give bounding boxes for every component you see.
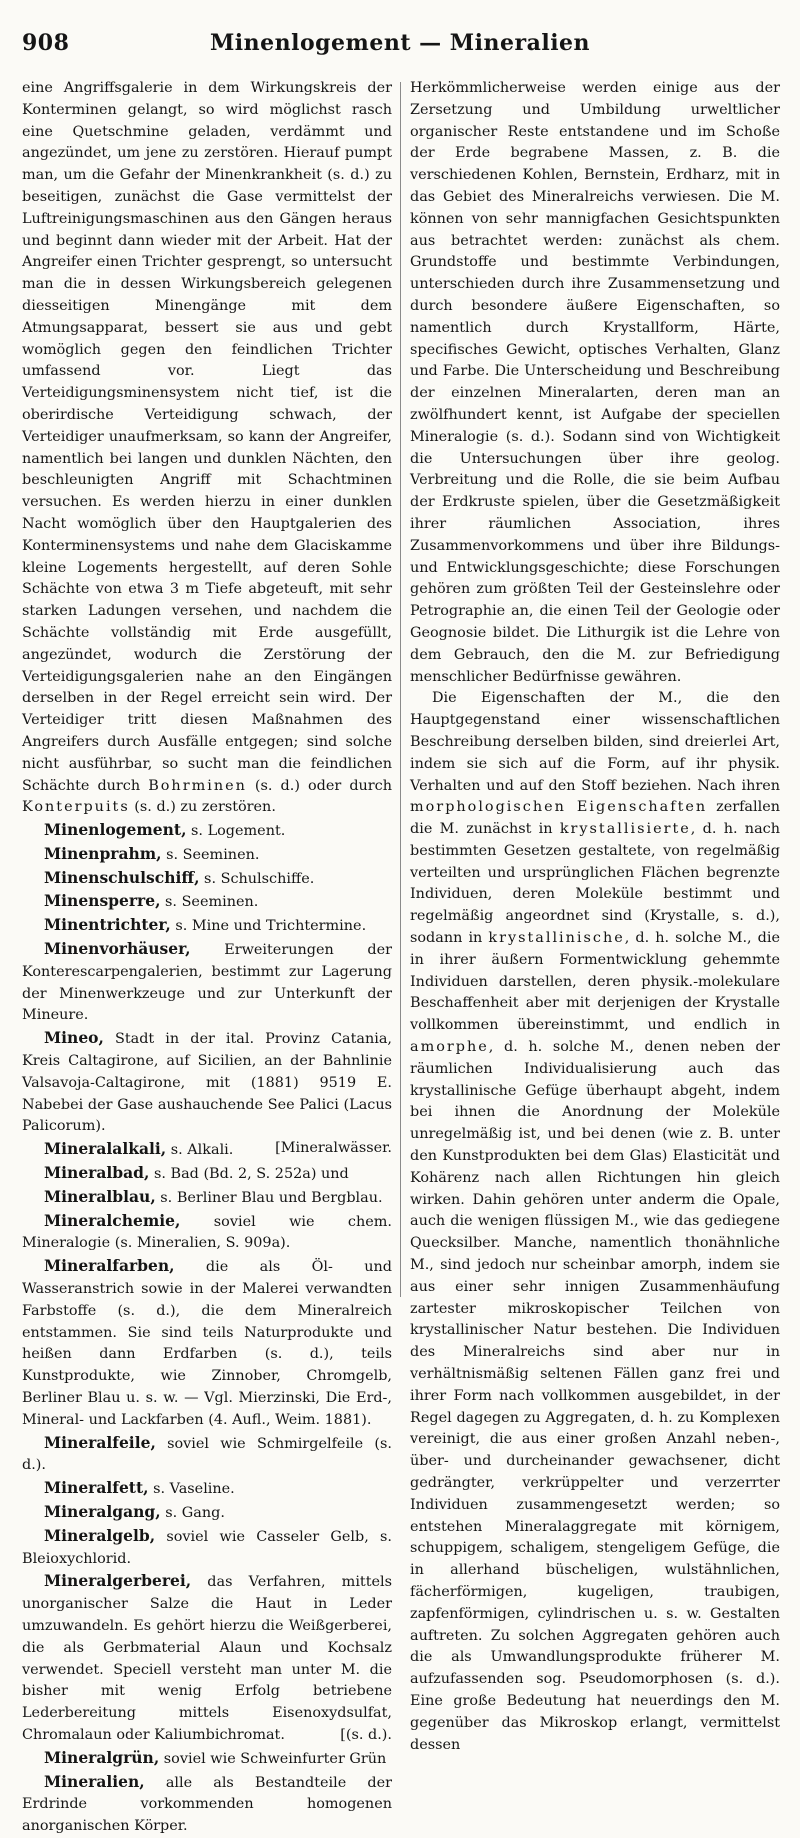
headword: Mineralchemie, (44, 1210, 181, 1230)
entry-minenlogement: Minenlogement, s. Logement. (44, 820, 286, 840)
entry-minentrichter: Minentrichter, s. Mine und Trichtermine. (44, 915, 367, 935)
headword: Minensperre, (44, 891, 161, 911)
right-column (410, 78, 781, 1753)
paragraph-minenkrieg: eine Angriffsgalerie in dem Wirkungskreis der Konterminen gelangt, so wird möglichst rasch eine Quetschmine geladen, verdämmt und angezündet, um jene zu zerstören. Hierauf pumpt man, um die Gefahr der Minenkrankheit (s. d.) zu beseitigen, zunächst die Gase vermittelst der Luftreinigungsmaschinen aus den Gängen heraus und beginnt dann wieder mit der Arbeit. Hat der Angreifer einen Trichter gesprengt, so untersucht man die in dessen Wirkungsbereich gelegenen diesseitigen Minengänge mit dem Atmungsapparat, bessert sie aus und gebt womöglich gegen den feindlichen Trichter umfassend vor. Liegt das Verteidigungsminensystem nicht tief, ist die oberirdische Verteidigung schwach, der Verteidiger unaufmerksam, so kann der Angreifer, namentlich bei langen und dunklen Nächten, den beschleunigten Angriff mit Schachtminen versuchen. Es werden hierzu in einer dunklen Nacht womöglich über den Hauptgalerien des Konterminensystems und nahe dem Glaciskamme kleine Logements hergestellt, auf deren Sohle Schächte von etwa 3 m Tiefe abgeteuft, mit sehr starken Ladungen versehen, und nachdem die Schächte vollständig mit Erde ausgefüllt, angezündet, wodurch die Zerstörung der Verteidigungsgalerien nahe an den Eingängen derselben in der Regel erreicht sein wird. Der Verteidiger tritt diesen Maßnahmen des Angreifers durch Ausfälle entgegen; sind solche nicht ausführbar, so sucht man die feindlichen Schächte durch Bohrminen (s. d.) oder durch Konterpuits (s. d.) zu zerstören. (22, 80, 393, 816)
headword: Mineralfeile, (44, 1432, 156, 1452)
headword: Mineralblau, (44, 1186, 156, 1206)
headword: Minenvorhäuser, (44, 939, 191, 959)
headword: Mineralien, (44, 1771, 145, 1791)
entry-mineralfarben: Mineralfarben, die als Öl- und Wasseranstrich sowie in der Malerei verwandten Farbstoffe (s. d.), die dem Mineralreich entstammen. Sie sind teils Naturprodukte und heißen dann Erdfarben (s. d.), teils Kunstprodukte, wie Zinnober, Chromgelb, Berliner Blau u. s. w. — Vgl. Mierzinski, Die Erd-, Mineral- und Lackfarben (4. Aufl., Weim. 1881). (22, 1256, 392, 1428)
headword: Mineralalkali, (44, 1139, 167, 1159)
headword: Mineo, (44, 1028, 104, 1048)
entry-minenprahm: Minenprahm, s. Seeminen. (44, 843, 260, 863)
headword: Mineralgang, (44, 1502, 161, 1521)
entry-mineralfeile: Mineralfeile, soviel wie Schmirgelfeile (s. d.). (22, 1432, 392, 1474)
headword: Minenprahm, (44, 843, 162, 863)
column-divider (400, 82, 401, 1297)
entry-mineralgang: Mineralgang, s. Gang. (44, 1502, 225, 1521)
headword: Minenlogement, (44, 820, 187, 840)
entry-minenschulschiff: Minenschulschiff, s. Schulschiffe. (44, 867, 315, 887)
entry-mineralgruen: Mineralgrün, soviel wie Schweinfurter Grün (44, 1747, 387, 1767)
entry-mineralchemie: Mineralchemie, soviel wie chem. Mineralogie (s. Mineralien, S. 909a). (22, 1210, 392, 1252)
paragraph-mineralien-continued: Herkömmlicherweise werden einige aus der Zersetzung und Umbildung urweltlicher organischer Reste entstandene und im Schoße der Erde begrabene Massen, z. B. die verschiedenen Kohlen, Bernstein, Erdharz, mit in das Gebiet des Mineralreichs verwiesen. Die M. können von sehr mannigfachen Gesichtspunkten aus betrachtet werden: zunächst als chem. Grundstoffe und bestimmte Verbindungen, unterschieden durch ihre Zusammensetzung und durch besondere äußere Eigenschaften, so namentlich durch Krystallform, Härte, specifisches Gewicht, optisches Verhalten, Glanz und Farbe. Die Unterscheidung und Beschreibung der einzelnen Mineralarten, deren man an zwölfhundert kennt, ist Aufgabe der speciellen Mineralogie (s. d.). Sodann sind von Wichtigkeit die Untersuchungen über ihre geolog. Verbreitung und die Rolle, die sie beim Aufbau der Erdkruste spielen, über die Gesetzmäßigkeit ihrer räumlichen Association, ihres Zusammenvorkommens und über ihre Bildungs- und Entwicklungsgeschichte; diese Forschungen gehören zum größten Teil der Gesteinslehre oder Petrographie an, die einen Teil der Geologie oder Geognosie bildet. Die Lithurgik ist die Lehre von dem Gebrauch, den die M. zur Befriedigung menschlicher Bedürfnisse gewähren. (410, 80, 780, 685)
page-header (22, 30, 778, 70)
entry-mineralalkali: Mineralalkali, s. Alkali. [Mineralwässer. (44, 1139, 392, 1159)
headword: Mineralgerberei, (44, 1571, 192, 1591)
headword: Mineralgrün, (44, 1747, 160, 1767)
entry-mineralgerberei: Mineralgerberei, das Verfahren, mittels unorganischer Salze die Haut in Leder umzuwandeln. Es gehört hierzu die Weißgerberei, die als Gerbmaterial Alaun und Kochsalz verwendet. Speciell versteht man unter M. die bisher mit wenig Erfolg betriebene Lederbereitung mittels Eisenoxydsulfat, Chromalaun oder Kaliumbichromat. [(s. d.). (22, 1570, 392, 1746)
entry-mineralgelb: Mineralgelb, soviel wie Casseler Gelb, s. Bleioxychlorid. (22, 1525, 392, 1567)
entry-mineralblau: Mineralblau, s. Berliner Blau und Bergblau. (44, 1186, 383, 1206)
entry-mineralien: Mineralien, alle als Bestandteile der Erdrinde vorkommenden homogenen anorganischen Körper. (22, 1771, 392, 1835)
paragraph-eigenschaften: Die Eigenschaften der M., die den Hauptgegenstand einer wissenschaftlichen Beschreibung derselben bilden, sind dreierlei Art, indem sie sich auf die Form, auf ihr physik. Verhalten und auf den Stoff beziehen. Nach ihren morphologischen Eigenschaften zerfallen die M. zunächst in krystallisierte, d. h. nach bestimmten Gesetzen gestaltete, von regelmäßig verteilten und ursprünglichen Flächen begrenzte Individuen, deren Moleküle bestimmt und regelmäßig angeordnet sind (Krystalle, s. d.), sodann in krystallinische, d. h. solche M., die in ihrer äußern Formentwicklung gehemmte Individuen darstellen, deren physik.-molekulare Beschaffenheit aber mit derjenigen der Krystalle vollkommen übereinstimmt, und endlich in amorphe, d. h. solche M., denen neben der räumlichen Individualisierung auch das krystallinische Gefüge überhaupt abgeht, indem bei ihnen die Anordnung der Moleküle unregelmäßig ist, und bei denen (wie z. B. unter den Kunstprodukten bei dem Glas) Elasticität und Kohärenz nach allen Richtungen hin gleich wirken. Dahin gehören unter anderm die Opale, auch die wenigen flüssigen M., wie das gediegene Quecksilber. Manche, namentlich thonähnliche M., sind jedoch nur scheinbar amorph, indem sie aus einer sehr innigen Zusammenhäufung zartester mikroskopischer Teilchen von krystallinischer Natur bestehen. Die Individuen des Mineralreichs sind aber nur in verhältnismäßig seltenen Fällen ganz frei und ihrer Form nach vollkommen ausgebildet, in der Regel dagegen zu Aggregaten, d. h. zu Komplexen vereinigt, die aus einer großen Anzahl neben-, über- und durcheinander gewachsener, dicht gedrängter, verkrüppelter und verzerrter Individuen zusammengesetzt werden; so entstehen Mineralaggregate mit körnigem, schuppigem, schaligem, stengeligem Gefüge, die in allerhand büscheligen, wulstähnlichen, fächerförmigen, kugeligen, traubigen, zapfenförmigen, cylindrischen u. s. w. Gestalten auftreten. Zu solchen Aggregaten gehören auch die als Umwandlungsprodukte früherer M. aufzufassenden sog. Pseudomorphosen (s. d.). Eine große Bedeutung hat neuerdings den M. gegenüber das Mikroskop erlangt, vermittelst dessen (410, 690, 781, 1753)
headword: Mineralfarben, (44, 1256, 175, 1276)
entry-minensperre: Minensperre, s. Seeminen. (44, 891, 259, 911)
bracket-continuation: [Mineralwässer. (275, 1140, 392, 1157)
headword: Minentrichter, (44, 915, 171, 935)
bracket-continuation: [(s. d.). (340, 1726, 392, 1743)
entry-mineralbad: Mineralbad, s. Bad (Bd. 2, S. 252a) und (44, 1163, 349, 1183)
entry-minenvorhaeuser: Minenvorhäuser, Erweiterungen der Konterescarpengalerien, bestimmt zur Lagerung der Minenwerkzeuge und zur Unterkunft der Mineure. (22, 939, 392, 1024)
headword: Minenschulschiff, (44, 867, 200, 887)
left-column (22, 78, 393, 1835)
headword: Mineralfett, (44, 1478, 149, 1498)
entry-mineo: Mineo, Stadt in der ital. Provinz Catania, Kreis Caltagirone, auf Sicilien, an der Bahnlinie Valsavoja-Caltagirone, mit (1881) 9519 E. Nabebei der Gase aushauchende See Palici (Lacus Palicorum). (22, 1028, 392, 1135)
headword: Mineralbad, (44, 1163, 150, 1183)
entry-mineralfett: Mineralfett, s. Vaseline. (44, 1478, 235, 1498)
headword: Mineralgelb, (44, 1525, 156, 1545)
page-number: 908 (22, 30, 70, 56)
running-title: Minenlogement — Mineralien (209, 30, 591, 56)
